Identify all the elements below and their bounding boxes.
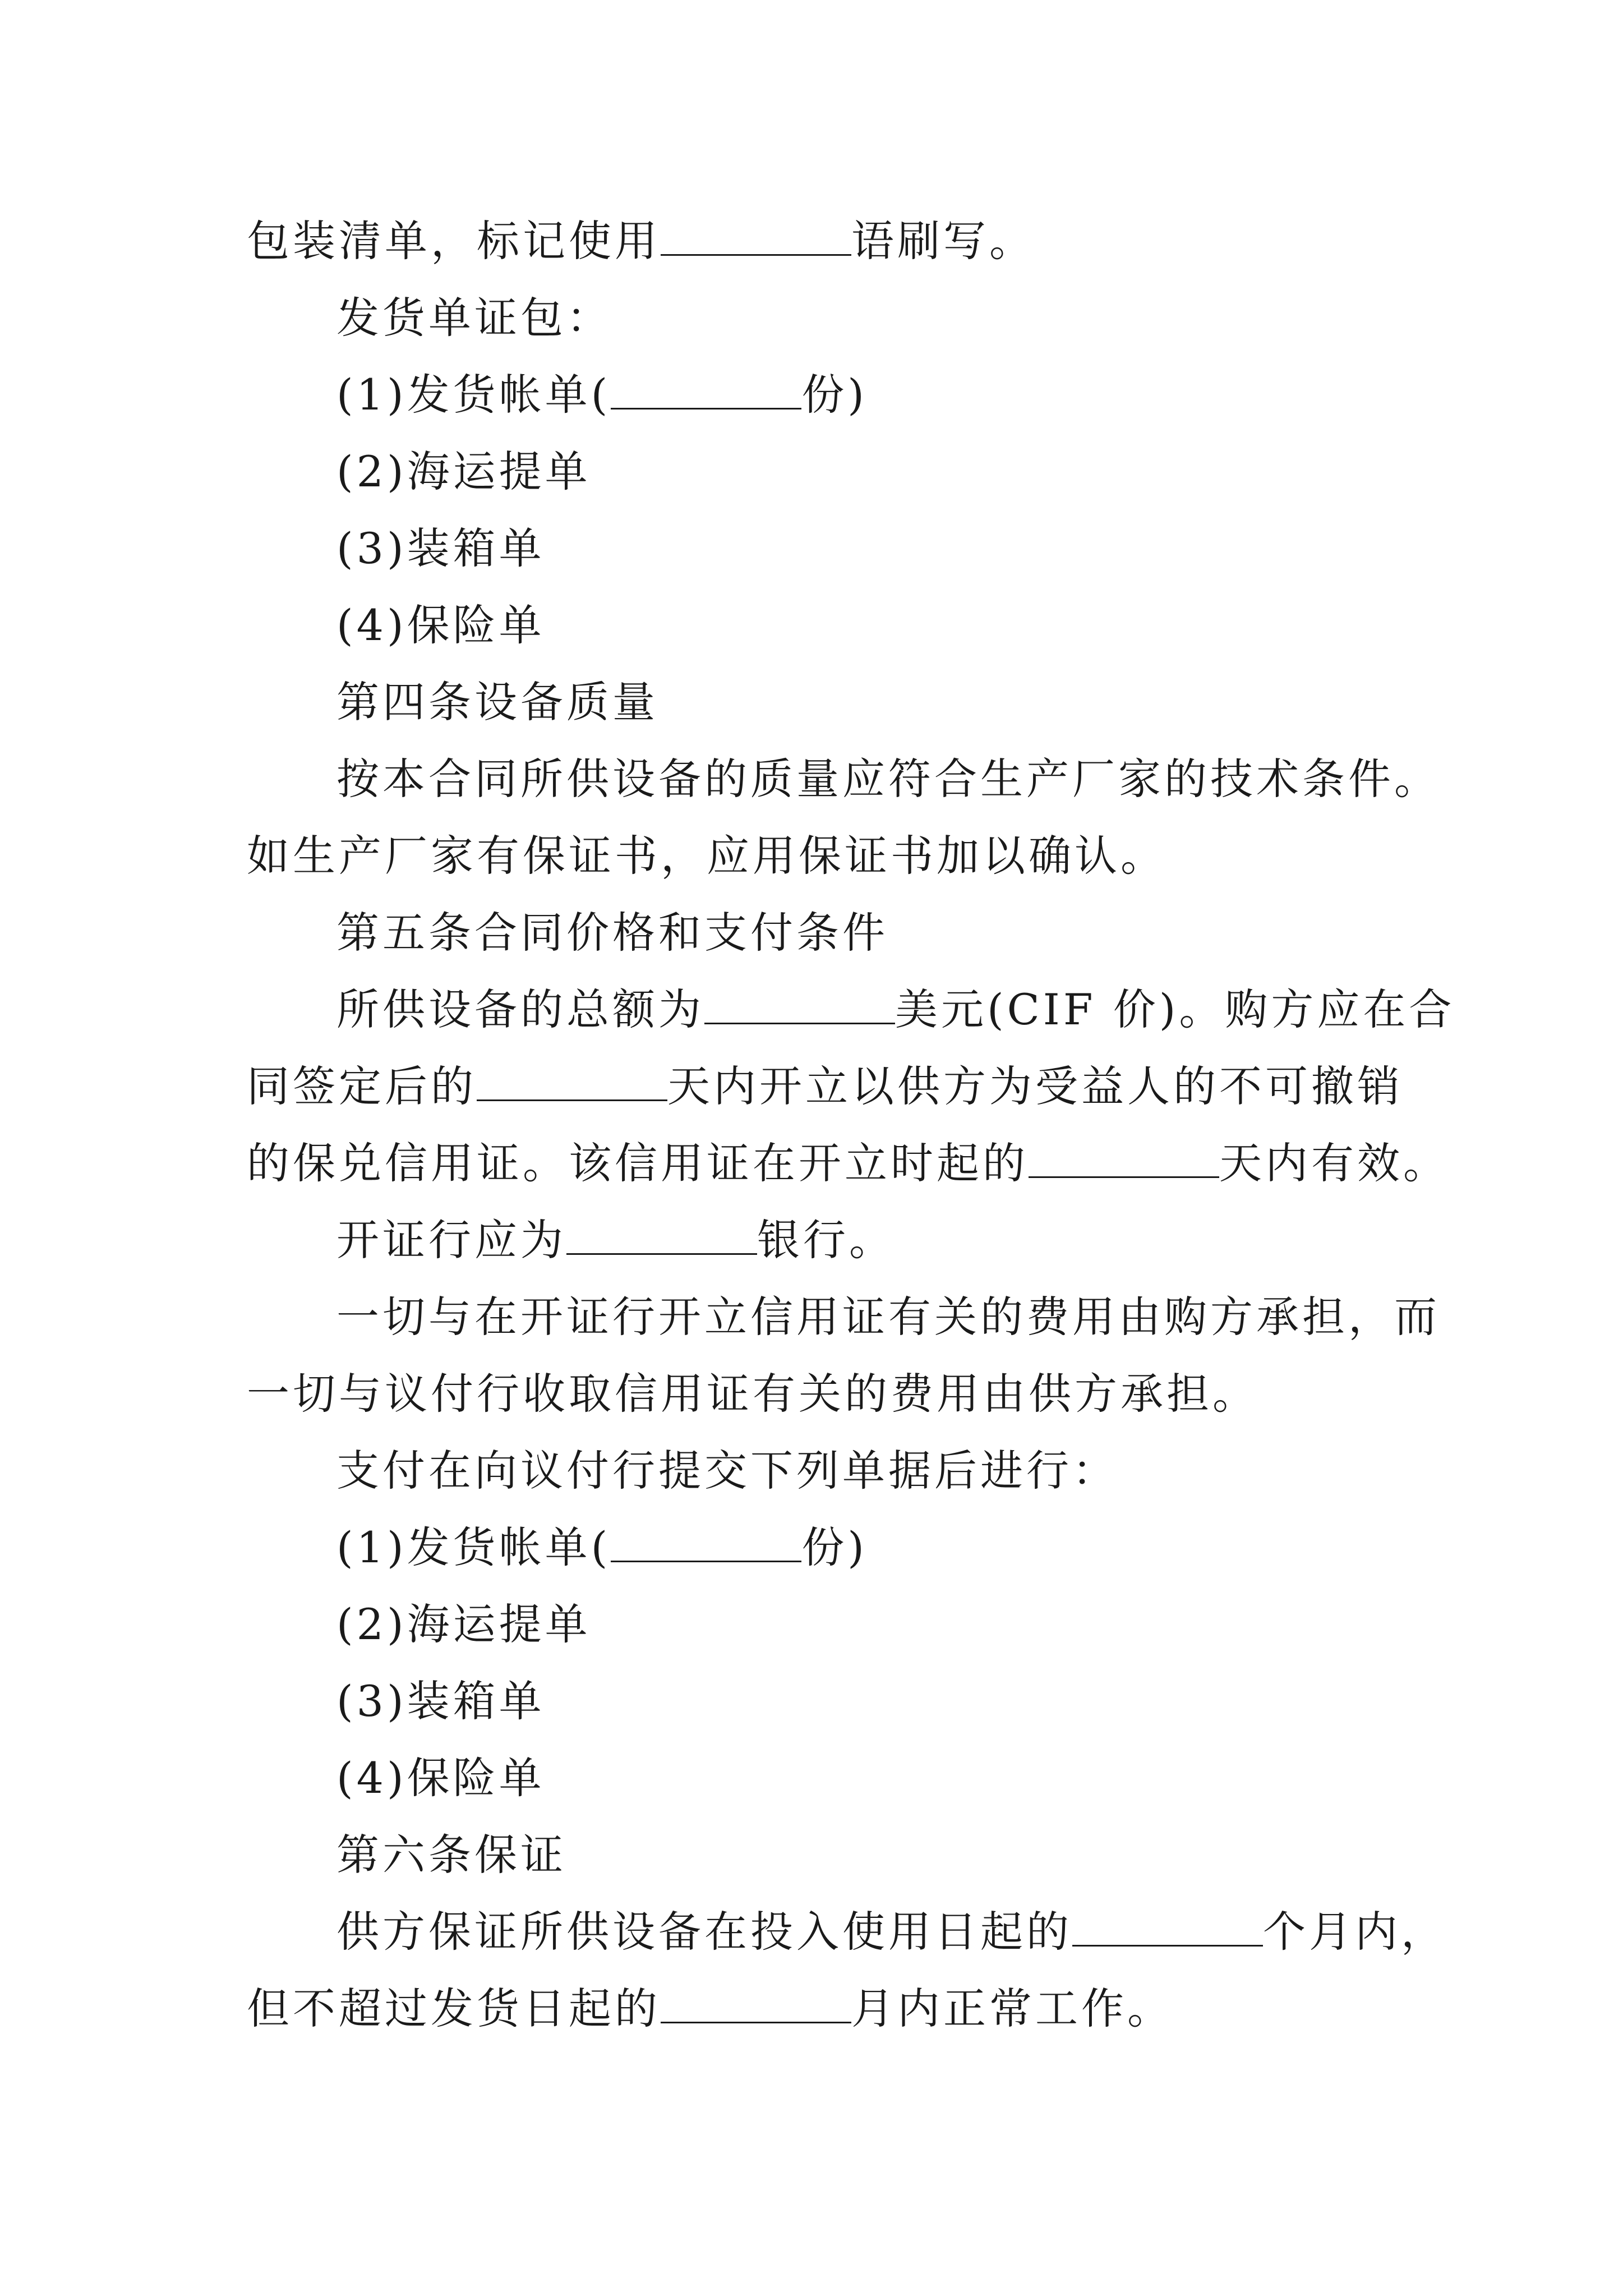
line-bill-of-lading-2: (2)海运提单 — [336, 1599, 591, 1649]
line-insurance-2: (4)保险单 — [336, 1753, 545, 1803]
line-packing-slip-1: (3)装箱单 — [336, 523, 545, 573]
article-5-total-amount: 所供设备的总额为 美元(CIF 价)。购方应在合 — [336, 984, 1455, 1034]
article-6-warranty-1: 供方保证所供设备在投入使用日起的 个月内， — [336, 1907, 1447, 1957]
blank-field — [704, 989, 895, 1024]
article-4-heading: 第四条设备质量 — [336, 677, 658, 727]
article-4-text-2: 如生产厂家有保证书，应用保证书加以确认。 — [247, 831, 1166, 881]
line-invoice-1: (1)发货帐单( 份) — [336, 370, 868, 420]
blank-field — [611, 374, 801, 409]
article-5-payment-docs: 支付在向议付行提交下列单据后进行： — [336, 1446, 1118, 1496]
line-insurance-1: (4)保险单 — [336, 600, 545, 650]
blank-field — [1029, 1143, 1219, 1178]
line-shipping-docs-heading: 发货单证包： — [336, 293, 612, 343]
blank-field — [611, 1527, 801, 1562]
blank-field — [477, 1066, 667, 1101]
article-5-heading: 第五条合同价格和支付条件 — [336, 908, 888, 958]
blank-field — [1072, 1911, 1263, 1947]
article-4-text-1: 按本合同所供设备的质量应符合生产厂家的技术条件。 — [336, 754, 1440, 804]
blank-field — [566, 1220, 757, 1255]
line-invoice-2: (1)发货帐单( 份) — [336, 1522, 868, 1572]
blank-field — [661, 220, 851, 256]
blank-field — [661, 1988, 851, 2023]
article-6-warranty-2: 但不超过发货日起的 月内正常工作。 — [247, 1984, 1173, 2033]
article-5-issuing-bank: 开证行应为 银行。 — [336, 1215, 895, 1265]
article-5-credit-validity: 的保兑信用证。该信用证在开立时起的 天内有效。 — [247, 1138, 1449, 1188]
article-5-fees-1: 一切与在开证行开立信用证有关的费用由购方承担，而 — [336, 1292, 1440, 1342]
line-bill-of-lading-1: (2)海运提单 — [336, 447, 591, 496]
line-packing-slip-2: (3)装箱单 — [336, 1676, 545, 1726]
article-5-fees-2: 一切与议付行收取信用证有关的费用由供方承担。 — [247, 1369, 1258, 1419]
article-6-heading: 第六条保证 — [336, 1830, 566, 1880]
article-5-credit-issue: 同签定后的 天内开立以供方为受益人的不可撤销 — [247, 1061, 1403, 1111]
line-packing-list: 包装清单，标记使用 语刷写。 — [247, 216, 1035, 266]
